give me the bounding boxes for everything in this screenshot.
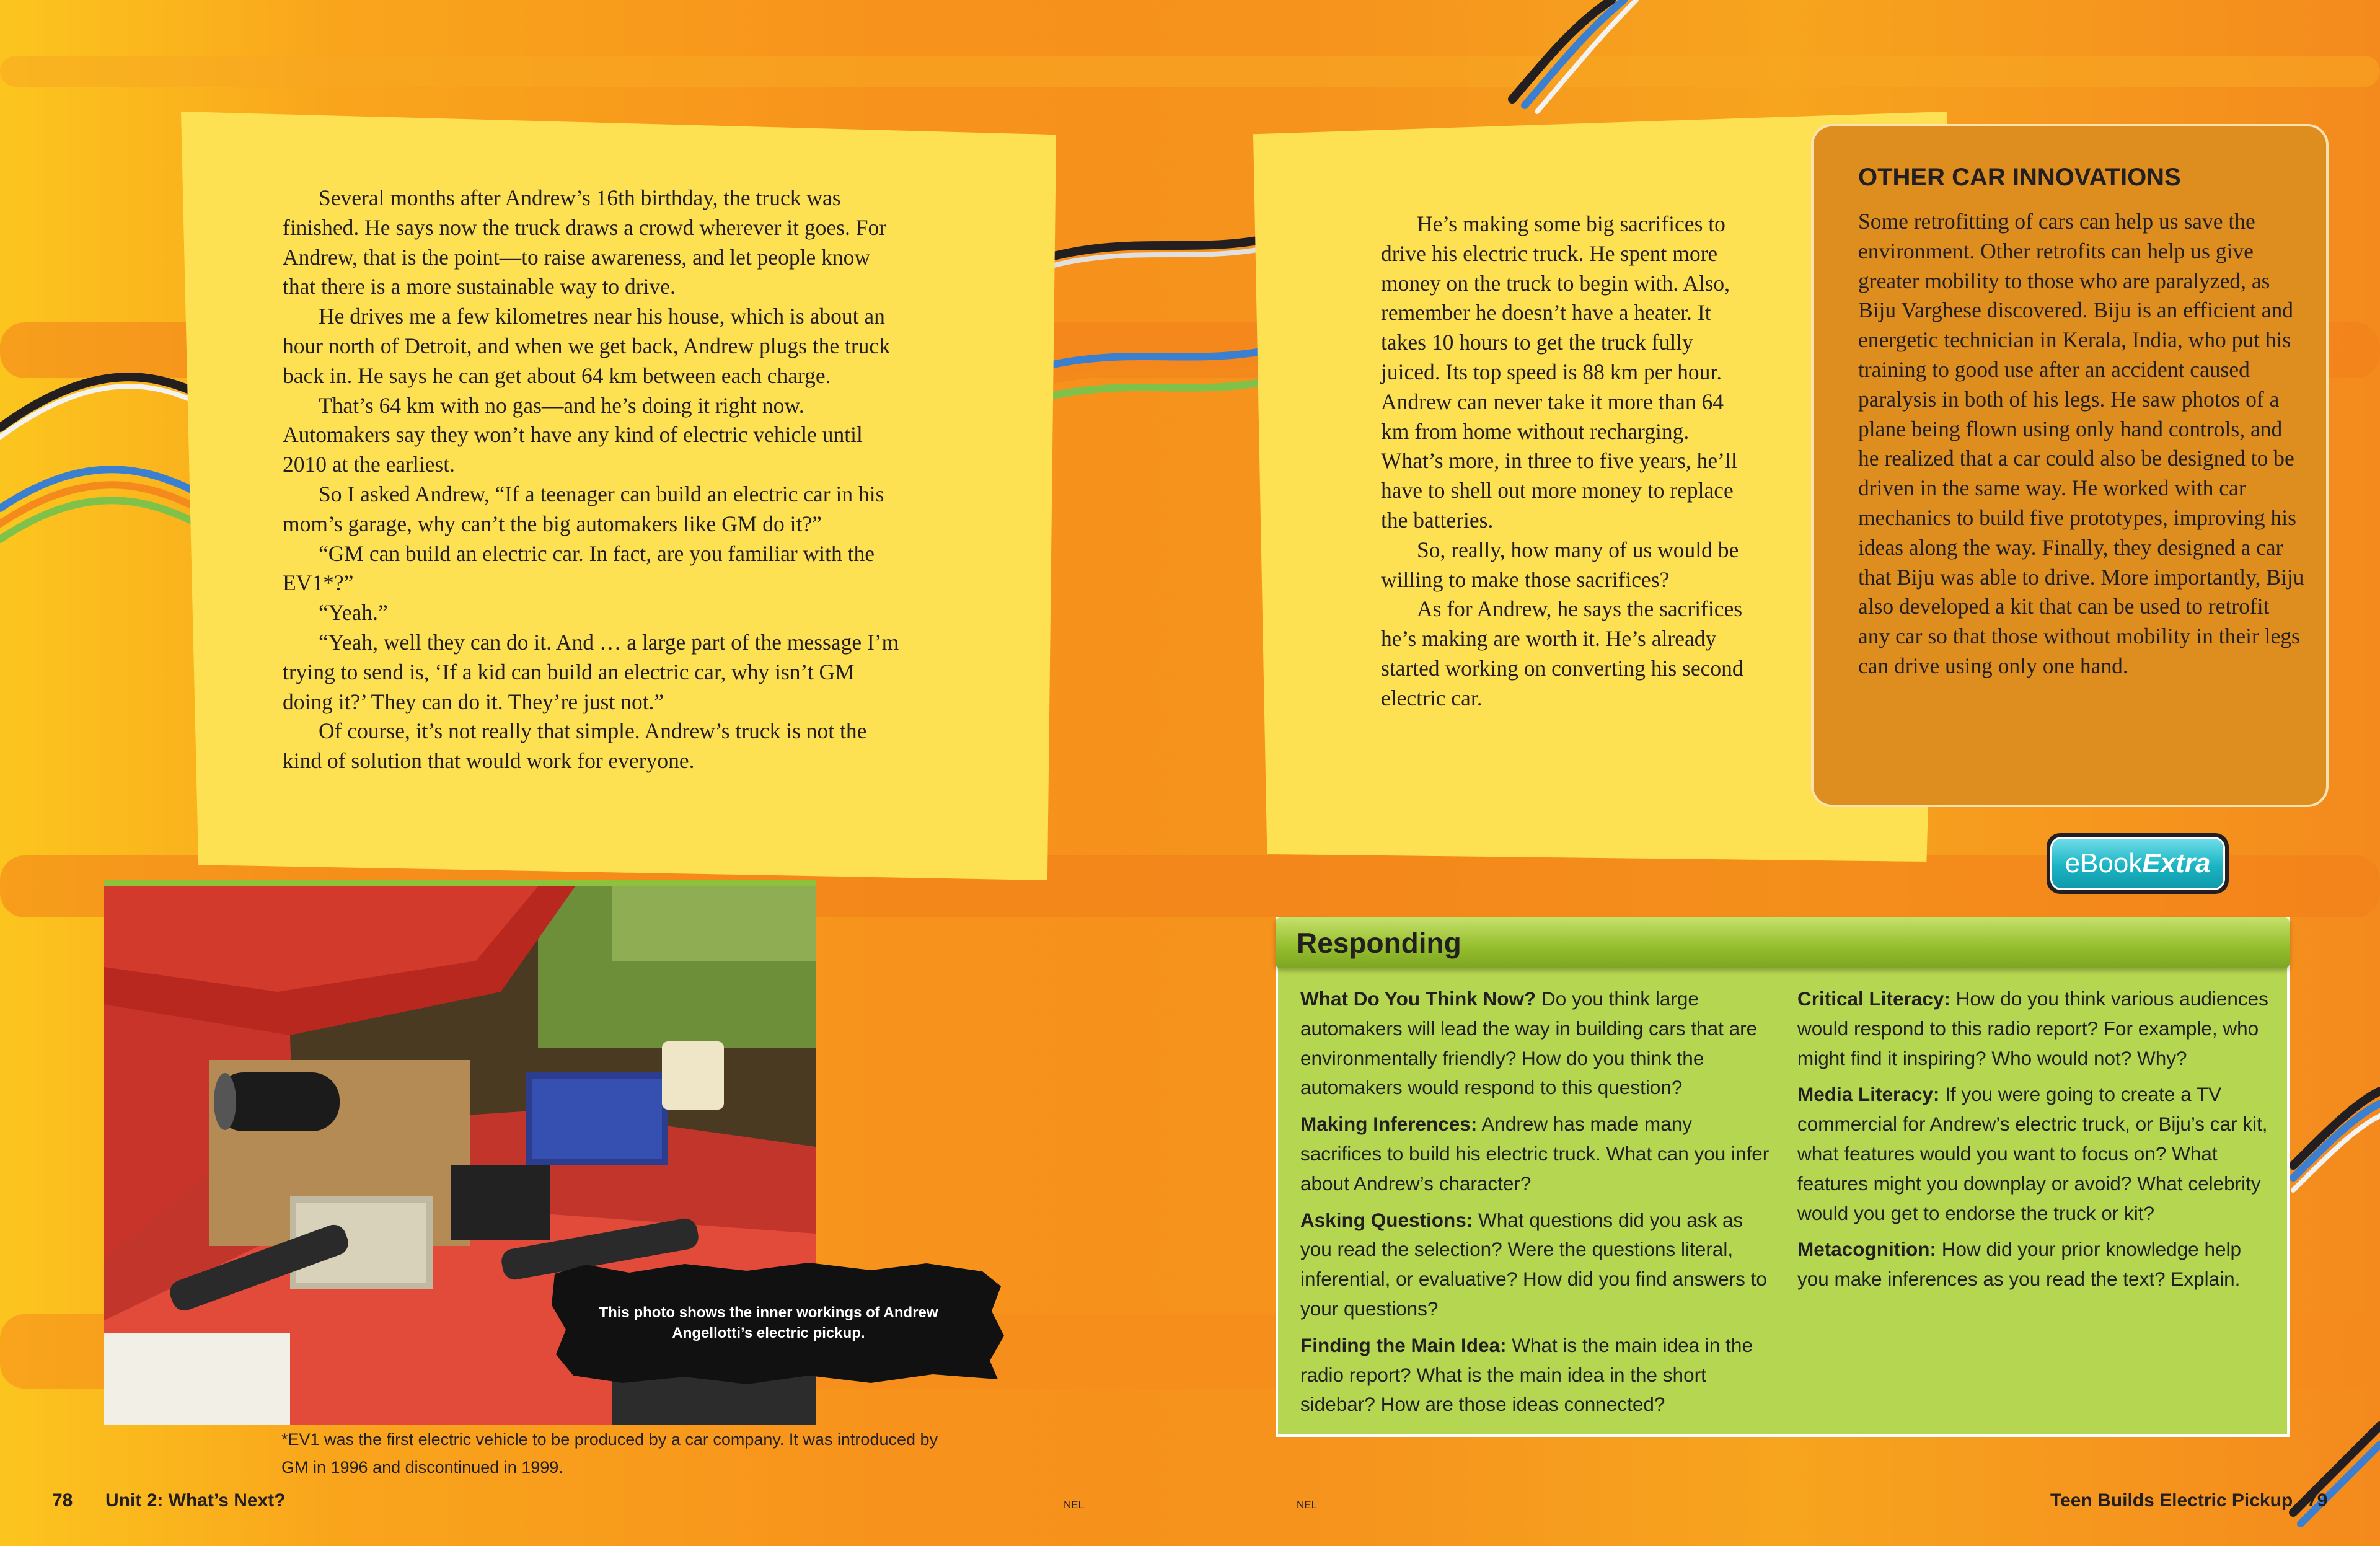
paragraph: Several months after Andrew’s 16th birthday, the truck was finished. He says now the truck draws a crowd wherever it goes. For Andrew, that is the point—to raise awareness, and let people know that there is a more sustainable way to drive.	[283, 185, 887, 299]
question-text: What questions did you ask as you read the selection? Were the questions literal, inferential, or evaluative? How did you find answers to your questions?	[1300, 1208, 1767, 1320]
question-item	[1797, 1080, 2268, 1228]
right-body-text	[1381, 210, 1750, 713]
responding-left-column	[1300, 984, 1778, 1426]
question-item	[1300, 984, 1778, 1103]
question-text: If you were going to create a TV commercial for Andrew’s electric truck, or Biju’s car kit, what features would you want to focus on? What features might you downplay or avoid? What celebrity would you get to endorse the truck or kit?	[1797, 1083, 2268, 1224]
question-item	[1300, 1110, 1778, 1198]
question-text: How did your prior knowledge help you make inferences as you read the text? Explain.	[1797, 1238, 2242, 1291]
paragraph: So I asked Andrew, “If a teenager can build an electric car in his mom’s garage, why can’t the big automakers like GM do it?”	[283, 481, 884, 536]
paragraph: “GM can build an electric car. In fact, are you familiar with the EV1*?”	[283, 541, 875, 596]
question-label: Finding the Main Idea:	[1300, 1333, 1507, 1356]
page-number-right: 79	[2307, 1490, 2328, 1511]
page-number-left: 78	[52, 1490, 73, 1511]
ebook-extra-button[interactable]	[2047, 833, 2229, 894]
paragraph: “Yeah, well they can do it. And … a large part of the message I’m trying to send is, ‘If a kid can build an electric car, why isn’t GM doing it?’ They can do it. They’re just not.”	[283, 629, 899, 714]
footnote: *EV1 was the first electric vehicle to be produced by a car company. It was introduced by GM in 1996 and discontinued in 1999.	[281, 1430, 938, 1477]
running-head-left: Unit 2: What’s Next?	[105, 1490, 286, 1511]
ebook-label-emph: Extra	[2142, 848, 2211, 878]
question-label: Asking Questions:	[1300, 1208, 1473, 1231]
question-item	[1797, 984, 2268, 1073]
paragraph: He’s making some big sacrifices to drive his electric truck. He spent more money on the truck to begin with. Also, remember he doesn’t have a heater. It takes 10 hours to get the truck fully juiced. Its top speed is 88 km per hour. Andrew can never take it more than 64 km from home without recharging. What’s more, in three to five years, he’ll have to shell out more money to replace the batteries.	[1381, 211, 1737, 532]
question-text: How do you think various audiences would respond to this radio report? For example, who might find it inspiring? Who would not? Why?	[1797, 987, 2268, 1069]
question-label: Making Inferences:	[1300, 1113, 1478, 1136]
sidebar-text: Some retrofitting of cars can help us save the environment. Other retrofits can help us give greater mobility to those who are paralyzed, as Biju Varghese discovered. Biju is an efficient and energetic technician in Kerala, India, who put his training to good use after an accident caused paralysis in both of his legs. He saw photos of a plane being flown using only hand controls, and he realized that a car could also be designed to be driven in the same way. He worked with car mechanics to build five prototypes, improving his ideas along the way. Finally, they designed a car that Biju was able to drive. More importantly, Biju also developed a kit that can be used to retrofit any car so that those without mobility in their legs can drive using only one hand.	[1858, 209, 2304, 678]
question-text: What is the main idea in the radio report? What is the main idea in the short sidebar? How are those ideas connected?	[1300, 1333, 1753, 1416]
ebook-extra-label	[2050, 837, 2225, 890]
question-item	[1300, 1206, 1778, 1324]
paragraph: Of course, it’s not really that simple. Andrew’s truck is not the kind of solution that would work for everyone.	[283, 718, 867, 774]
paragraph: So, really, how many of us would be willing to make those sacrifices?	[1381, 537, 1739, 592]
question-item	[1797, 1235, 2268, 1294]
question-label: Media Literacy:	[1797, 1083, 1940, 1106]
question-label: What Do You Think Now?	[1300, 987, 1536, 1010]
paragraph: As for Andrew, he says the sacrifices he’s making are worth it. He’s already started working on converting his second electric car.	[1381, 596, 1743, 710]
paragraph: That’s 64 km with no gas—and he’s doing it right now. Automakers say they won’t have any kind of electric vehicle until 2010 at the earliest.	[283, 392, 863, 477]
question-label: Critical Literacy:	[1797, 987, 1950, 1010]
paragraph: “Yeah.”	[319, 600, 388, 625]
responding-right-column	[1797, 984, 2268, 1301]
question-text: Andrew has made many sacrifices to build his electric truck. What can you infer about Andrew’s character?	[1300, 1113, 1770, 1195]
responding-title: Responding	[1297, 927, 1461, 959]
ebook-label-plain: eBook	[2065, 848, 2143, 878]
responding-header	[1276, 917, 2290, 968]
sidebar-box	[1811, 124, 2329, 807]
left-body-text	[283, 183, 902, 776]
photo-caption: This photo shows the inner workings of Andrew Angellotti’s electric pickup.	[599, 1304, 938, 1341]
nel-right: NEL	[1297, 1499, 1318, 1511]
question-text: Do you think large automakers will lead the way in building cars that are environmentally friendly? How do you think the automakers would respond to this question?	[1300, 987, 1758, 1099]
sidebar-title: OTHER CAR INNOVATIONS	[1858, 164, 2181, 191]
paragraph: He drives me a few kilometres near his house, which is about an hour north of Detroit, and when we get back, Andrew plugs the truck back in. He says he can get about 64 km between each charge.	[283, 304, 890, 388]
question-item	[1300, 1331, 1778, 1420]
question-label: Metacognition:	[1797, 1238, 1936, 1261]
nel-left: NEL	[1064, 1499, 1085, 1511]
running-head-right: Teen Builds Electric Pickup	[2050, 1490, 2293, 1511]
